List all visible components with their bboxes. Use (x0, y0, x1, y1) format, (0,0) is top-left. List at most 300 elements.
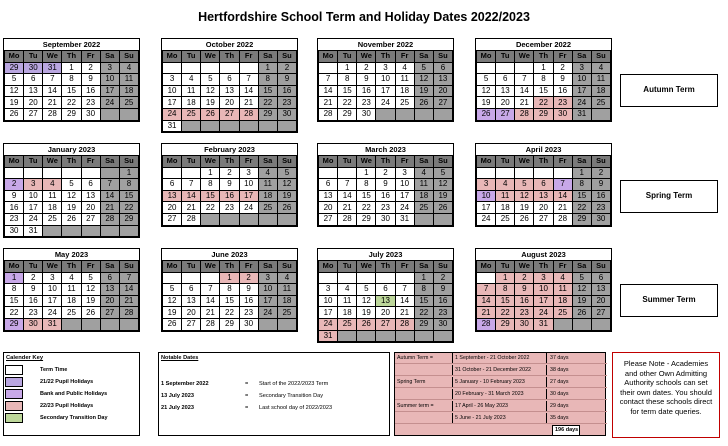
day-cell: 29 (534, 108, 553, 120)
day-cell: 31 (43, 318, 62, 330)
day-cell (163, 167, 182, 179)
week-row (163, 108, 297, 120)
day-cell: 20 (433, 85, 452, 97)
day-cell: 27 (433, 97, 452, 109)
week-row (319, 62, 453, 74)
day-cell: 19 (515, 202, 534, 214)
day-cell: 2 (357, 62, 376, 74)
day-cell (515, 62, 534, 74)
month-name: August 2023 (521, 250, 566, 259)
day-cell: 26 (515, 213, 534, 225)
day-cell: 24 (43, 307, 62, 319)
week-row (163, 190, 297, 202)
day-cell: 30 (515, 318, 534, 330)
day-cell: 23 (277, 97, 296, 109)
day-cell: 7 (100, 179, 119, 191)
day-cell: 26 (357, 318, 376, 330)
day-cell: 11 (591, 74, 610, 86)
weekday-header: Sa (100, 156, 119, 168)
weekday-header: Th (62, 261, 81, 273)
day-cell: 21 (100, 202, 119, 214)
day-cell: 27 (100, 307, 119, 319)
weekday-header: Tu (182, 156, 201, 168)
weekday-header: Su (433, 51, 452, 63)
week-row (5, 108, 139, 120)
day-cell: 15 (220, 295, 239, 307)
day-cell: 12 (572, 284, 591, 296)
weekday-header: Mo (5, 156, 24, 168)
day-cell: 18 (414, 190, 433, 202)
month-name: September 2022 (42, 40, 101, 49)
day-cell: 7 (477, 284, 496, 296)
key-row (4, 376, 139, 388)
day-cell: 17 (395, 190, 414, 202)
day-cell (572, 318, 591, 330)
day-cell (357, 272, 376, 284)
day-cell: 19 (357, 307, 376, 319)
day-cell: 29 (62, 108, 81, 120)
day-cell: 20 (100, 295, 119, 307)
day-cell: 23 (376, 202, 395, 214)
day-cell: 11 (119, 74, 138, 86)
weekday-header: We (43, 261, 62, 273)
weekday-header: We (43, 51, 62, 63)
month-grid (162, 260, 297, 331)
day-cell: 9 (433, 284, 452, 296)
month-name: June 2023 (211, 250, 248, 259)
day-cell (100, 167, 119, 179)
day-cell: 29 (338, 108, 357, 120)
key-label: Term Time (40, 367, 68, 373)
day-cell: 4 (591, 62, 610, 74)
day-cell: 26 (277, 202, 296, 214)
day-cell (258, 318, 277, 330)
day-cell: 4 (338, 284, 357, 296)
day-cell (395, 108, 414, 120)
month-calendar (317, 248, 454, 343)
day-cell (239, 213, 258, 225)
weekday-header: Sa (572, 51, 591, 63)
day-cell: 23 (553, 97, 572, 109)
day-cell: 30 (591, 213, 610, 225)
day-cell (477, 62, 496, 74)
day-cell: 18 (43, 202, 62, 214)
day-cell: 23 (515, 307, 534, 319)
day-cell: 9 (277, 74, 296, 86)
day-cell (376, 330, 395, 342)
day-cell: 25 (258, 202, 277, 214)
day-cell: 7 (239, 74, 258, 86)
week-row (477, 85, 611, 97)
day-cell: 11 (62, 284, 81, 296)
day-cell: 22 (357, 202, 376, 214)
day-cell: 21 (338, 202, 357, 214)
day-cell (496, 62, 515, 74)
day-cell: 12 (81, 284, 100, 296)
week-row (5, 179, 139, 191)
day-cell: 25 (553, 307, 572, 319)
key-label: Bank and Public Holidays (40, 391, 108, 397)
day-cell: 19 (414, 85, 433, 97)
day-cell: 29 (414, 318, 433, 330)
weekday-header: Fr (395, 261, 414, 273)
day-cell: 14 (553, 190, 572, 202)
day-cell: 11 (395, 74, 414, 86)
day-cell: 25 (277, 307, 296, 319)
day-cell: 4 (553, 272, 572, 284)
weekday-header: Th (534, 51, 553, 63)
day-cell (62, 225, 81, 237)
weekday-header: Th (376, 51, 395, 63)
weekday-header: Th (62, 51, 81, 63)
week-row (319, 167, 453, 179)
day-cell: 3 (477, 179, 496, 191)
day-cell: 6 (81, 179, 100, 191)
day-cell: 7 (395, 284, 414, 296)
day-cell: 10 (24, 190, 43, 202)
week-row (477, 202, 611, 214)
day-cell: 8 (201, 179, 220, 191)
term-name: Autumn Term = (397, 354, 433, 361)
day-cell: 21 (201, 307, 220, 319)
day-cell: 20 (182, 307, 201, 319)
day-cell (515, 167, 534, 179)
day-cell: 14 (182, 190, 201, 202)
day-cell (477, 167, 496, 179)
day-cell: 13 (81, 190, 100, 202)
day-cell: 23 (591, 202, 610, 214)
day-cell: 6 (100, 272, 119, 284)
term-date-row (395, 413, 607, 424)
day-cell: 14 (338, 190, 357, 202)
day-cell: 21 (119, 295, 138, 307)
day-cell: 8 (119, 179, 138, 191)
weekday-header: Tu (24, 156, 43, 168)
day-cell: 1 (201, 167, 220, 179)
key-row (4, 364, 139, 376)
term-range: 17 April - 26 May 2023 (452, 401, 546, 411)
week-row (319, 330, 453, 342)
week-row (163, 97, 297, 109)
day-cell: 3 (163, 74, 182, 86)
month-name: February 2023 (204, 145, 255, 154)
week-row (5, 202, 139, 214)
weekday-header: Sa (572, 261, 591, 273)
day-cell: 7 (553, 179, 572, 191)
weekday-header: Sa (258, 156, 277, 168)
key-swatch (5, 401, 23, 411)
weekday-header: Tu (496, 261, 515, 273)
day-cell: 8 (534, 74, 553, 86)
weekday-header: Su (591, 156, 610, 168)
day-cell: 30 (24, 62, 43, 74)
day-cell: 3 (395, 167, 414, 179)
day-cell: 18 (338, 307, 357, 319)
day-cell: 22 (572, 202, 591, 214)
term-range: 31 October - 21 December 2022 (452, 365, 546, 375)
notable-row (161, 381, 328, 387)
weekday-header-row (163, 261, 297, 273)
weekday-header: We (357, 51, 376, 63)
day-cell: 30 (553, 108, 572, 120)
day-cell: 4 (119, 62, 138, 74)
term-days: 30 days (546, 389, 607, 399)
day-cell: 12 (277, 179, 296, 191)
day-cell: 15 (572, 190, 591, 202)
day-cell: 29 (357, 213, 376, 225)
day-cell: 23 (357, 97, 376, 109)
weekday-header: Sa (414, 156, 433, 168)
day-cell: 12 (477, 85, 496, 97)
week-row (319, 307, 453, 319)
day-cell (62, 167, 81, 179)
weekday-header: Su (433, 261, 452, 273)
day-cell: 17 (376, 85, 395, 97)
day-cell (182, 120, 201, 132)
day-cell: 29 (5, 318, 24, 330)
day-cell: 2 (433, 272, 452, 284)
day-cell: 29 (5, 62, 24, 74)
weekday-header: Sa (100, 51, 119, 63)
day-cell: 9 (5, 190, 24, 202)
day-cell: 18 (553, 295, 572, 307)
notable-equals: = (245, 405, 249, 411)
day-cell: 23 (5, 213, 24, 225)
day-cell: 15 (258, 85, 277, 97)
day-cell: 20 (591, 295, 610, 307)
day-cell (433, 330, 452, 342)
weekday-header-row (163, 156, 297, 168)
day-cell: 22 (338, 97, 357, 109)
day-cell: 8 (357, 179, 376, 191)
day-cell: 31 (319, 330, 338, 342)
day-cell: 17 (239, 190, 258, 202)
day-cell: 25 (43, 213, 62, 225)
weekday-header-row (319, 261, 453, 273)
week-row (163, 307, 297, 319)
month-calendar (161, 248, 298, 332)
notable-desc: Start of the 2022/2023 Term (259, 381, 329, 387)
day-cell: 28 (182, 213, 201, 225)
day-cell: 13 (163, 190, 182, 202)
day-cell (553, 318, 572, 330)
term-range: 5 June - 21 July 2023 (452, 413, 546, 423)
day-cell: 2 (591, 167, 610, 179)
day-cell: 13 (433, 74, 452, 86)
day-cell: 1 (572, 167, 591, 179)
key-swatch (5, 413, 23, 423)
day-cell: 10 (163, 85, 182, 97)
day-cell: 19 (477, 97, 496, 109)
day-cell: 6 (376, 284, 395, 296)
week-row (5, 74, 139, 86)
day-cell: 11 (338, 295, 357, 307)
week-row (319, 108, 453, 120)
day-cell: 21 (553, 202, 572, 214)
day-cell: 24 (534, 307, 553, 319)
day-cell: 20 (319, 202, 338, 214)
day-cell: 24 (258, 307, 277, 319)
weekday-header: We (201, 261, 220, 273)
day-cell: 13 (319, 190, 338, 202)
day-cell: 21 (319, 97, 338, 109)
day-cell (496, 167, 515, 179)
day-cell: 16 (357, 85, 376, 97)
week-row (163, 272, 297, 284)
week-row (163, 74, 297, 86)
day-cell (376, 108, 395, 120)
day-cell: 22 (496, 307, 515, 319)
weekday-header: Tu (182, 261, 201, 273)
weekday-header: Tu (338, 261, 357, 273)
weekday-header: We (357, 261, 376, 273)
weekday-header-row (477, 51, 611, 63)
day-cell: 5 (163, 284, 182, 296)
week-row (477, 62, 611, 74)
month-name: April 2023 (525, 145, 562, 154)
day-cell (81, 167, 100, 179)
weekday-header: Mo (319, 261, 338, 273)
weekday-header: Fr (395, 156, 414, 168)
day-cell: 11 (414, 179, 433, 191)
day-cell: 30 (239, 318, 258, 330)
day-cell: 2 (553, 62, 572, 74)
day-cell: 22 (220, 307, 239, 319)
day-cell: 14 (319, 85, 338, 97)
weekday-header: Tu (338, 156, 357, 168)
day-cell: 1 (414, 272, 433, 284)
month-calendar (317, 143, 454, 227)
day-cell: 10 (376, 74, 395, 86)
day-cell: 5 (433, 167, 452, 179)
week-row (319, 190, 453, 202)
day-cell: 25 (414, 202, 433, 214)
day-cell: 28 (477, 318, 496, 330)
weekday-header: Th (220, 51, 239, 63)
day-cell: 30 (24, 318, 43, 330)
day-cell: 13 (100, 284, 119, 296)
day-cell: 5 (201, 74, 220, 86)
key-row (4, 412, 139, 424)
day-cell: 14 (515, 85, 534, 97)
day-cell (163, 62, 182, 74)
weekday-header: Sa (414, 261, 433, 273)
week-row (477, 167, 611, 179)
day-cell: 15 (62, 85, 81, 97)
day-cell (395, 272, 414, 284)
day-cell: 31 (163, 120, 182, 132)
day-cell (182, 272, 201, 284)
weekday-header: Th (376, 261, 395, 273)
day-cell: 15 (534, 85, 553, 97)
day-cell: 26 (81, 307, 100, 319)
day-cell: 25 (591, 97, 610, 109)
day-cell: 18 (496, 202, 515, 214)
day-cell: 14 (201, 295, 220, 307)
day-cell: 6 (182, 284, 201, 296)
day-cell: 10 (319, 295, 338, 307)
day-cell: 29 (119, 213, 138, 225)
day-cell: 1 (119, 167, 138, 179)
month-calendar (317, 38, 454, 122)
day-cell: 9 (81, 74, 100, 86)
weekday-header: Su (591, 261, 610, 273)
day-cell: 6 (433, 62, 452, 74)
day-cell: 21 (182, 202, 201, 214)
day-cell (239, 120, 258, 132)
weekday-header: Fr (553, 51, 572, 63)
day-cell: 17 (43, 295, 62, 307)
day-cell: 28 (319, 108, 338, 120)
day-cell: 23 (239, 307, 258, 319)
weekday-header: We (515, 156, 534, 168)
day-cell (43, 167, 62, 179)
day-cell: 17 (477, 202, 496, 214)
day-cell (258, 213, 277, 225)
term-name: Summer term = (397, 402, 434, 409)
day-cell: 16 (239, 295, 258, 307)
notable-date: 13 July 2023 (161, 393, 194, 399)
day-cell: 24 (319, 318, 338, 330)
day-cell: 15 (357, 190, 376, 202)
week-row (163, 284, 297, 296)
weekday-header: Mo (477, 261, 496, 273)
notable-date: 21 July 2023 (161, 405, 194, 411)
day-cell: 6 (591, 272, 610, 284)
weekday-header-row (319, 156, 453, 168)
day-cell: 20 (81, 202, 100, 214)
term-date-row (395, 389, 607, 400)
week-row (163, 167, 297, 179)
key-swatch (5, 389, 23, 399)
month-name: July 2023 (368, 250, 403, 259)
day-cell (414, 213, 433, 225)
total-days: 196 days (552, 425, 580, 436)
day-cell: 29 (258, 108, 277, 120)
weekday-header: Tu (182, 51, 201, 63)
month-calendar (475, 143, 612, 227)
week-row (319, 97, 453, 109)
weekday-header-row (163, 51, 297, 63)
day-cell (277, 318, 296, 330)
page-title: Hertfordshire School Term and Holiday Dates 2022/2023 (198, 10, 530, 24)
weekday-header: Su (119, 261, 138, 273)
day-cell: 16 (553, 85, 572, 97)
weekday-header: Fr (81, 156, 100, 168)
day-cell (119, 108, 138, 120)
month-calendar (475, 38, 612, 122)
day-cell: 17 (163, 97, 182, 109)
month-calendar (3, 248, 140, 332)
weekday-header: We (515, 261, 534, 273)
day-cell (220, 62, 239, 74)
weekday-header: Sa (572, 156, 591, 168)
day-cell: 12 (5, 85, 24, 97)
day-cell (591, 318, 610, 330)
week-row (163, 202, 297, 214)
day-cell: 11 (496, 190, 515, 202)
month-grid (162, 155, 297, 226)
month-grid (476, 260, 611, 331)
day-cell: 9 (357, 74, 376, 86)
day-cell: 30 (5, 225, 24, 237)
weekday-header-row (477, 261, 611, 273)
day-cell: 2 (277, 62, 296, 74)
day-cell: 20 (220, 97, 239, 109)
day-cell (258, 120, 277, 132)
notable-date: 1 September 2022 (161, 381, 209, 387)
day-cell: 20 (496, 97, 515, 109)
